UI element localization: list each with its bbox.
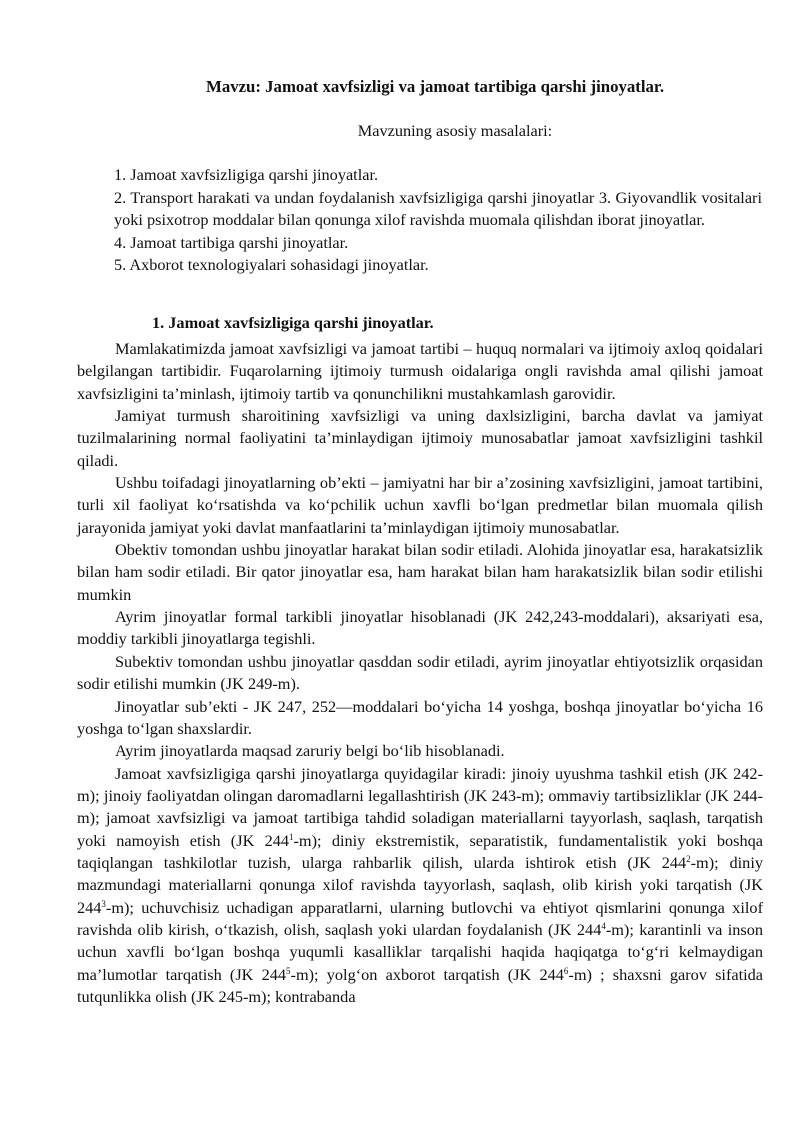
document-title: Mavzu: Jamoat xavfsizligi va jamoat tartibiga qarshi jinoyatlar. [205,77,665,96]
body-paragraph: Jamiyat turmush sharoitining xavfsizligi va uning daxlsizligini, barcha davlat va jamiyat tuzilmalarining normal faoliyatini ta’minlaydigan ijtimoiy munosabatlar jamoat xavfsizligini tashkil qiladi. [77,406,763,470]
text-run: -m); yolg‘on axborot tarqatish (JK 244 [290,964,564,984]
topic-item: 2. Transport harakati va undan foydalanish xavfsizligiga qarshi jinoyatlar 3. Giyovandlik vositalari yoki psixotrop moddalar bilan qonunga xilof ravishda muomala qilishdan iborat jinoyatlar. [114,187,762,229]
text-run: -m); diniy mazmundagi materiallarni qonunga xilof ravishda tayyorlash, saqlash, olib kirish yoki tarqatish (JK 244 [77,852,763,917]
text-run: -m); uchuvchisiz uchadigan apparatlarni, ularning butlovchi va ehtiyot qismlarini qonunga xilof ravishda olib kirish, o‘tkazish, olish, saqlash yoki ulardan foydalanish (JK 244 [77,897,763,939]
text-run: -m) ; shaxsni garov sifatida tutqunlikka olish (JK 245-m); kontrabanda [77,964,764,1006]
superscript: 4 [601,920,606,931]
superscript: 3 [101,898,106,909]
text-run: -m); karantinli va inson uchun xavfli bo‘lgan boshqa yuqumli kasalliklar tarqalishi haqida haqiqatga to‘g‘ri kelmaydigan ma’lumotlar tarqatish (JK 244 [77,919,764,984]
superscript: 5 [286,965,291,976]
section-heading: 1. Jamoat xavfsizligiga qarshi jinoyatlar. [152,313,434,332]
body-paragraph: Mamlakatimizda jamoat xavfsizligi va jamoat tartibi – huquq normalari va ijtimoiy axloq qoidalari belgilangan tartibidir. Fuqarolarning ijtimoiy turmush oidalariga ongli ravishda amal qilishi jamoat xavfsizligini ta’minlash, ijtimoiy tartib va qonunchilikni mustahkamlash garovidir. [77,339,763,403]
document-body [77,338,763,1008]
body-paragraph: Ayrim jinoyatlarda maqsad zaruriy belgi bo‘lib hisoblanadi. [115,741,505,761]
topic-item: 5. Axborot texnologiyalari sohasidagi jinoyatlar. [114,255,429,274]
superscript: 6 [563,965,569,976]
superscript: 2 [686,853,691,864]
body-paragraph: Ushbu toifadagi jinoyatlarning ob’ekti – jamiyatni har bir a’zosining xavfsizligini, jamoat tartibini, turli xil faoliyat ko‘rsatishda va ko‘pchilik uchun xavfli bo‘lgan predmetlar bilan muomala qilish jarayonida jamiyat yoki davlat manfaatlarini ta’minlaydigan ijtimoiy munosabatlar. [77,473,763,537]
topic-item: 1. Jamoat xavfsizligiga qarshi jinoyatlar. [114,165,379,184]
text-run: -m); diniy ekstremistik, separatistik, fundamentalistik yoki boshqa taqiqlangan tashkilotlar tuzish, ularga rahbarlik qilish, ularda ishtirok etish (JK 244 [77,830,763,872]
topic-item: 4. Jamoat tartibiga qarshi jinoyatlar. [114,232,349,252]
superscript: 1 [289,831,294,842]
topics-list [114,164,762,277]
body-paragraph: Ayrim jinoyatlar formal tarkibli jinoyatlar hisoblanadi (JK 242,243-moddalari), aksariyati esa, moddiy tarkibli jinoyatlarga tegishli. [77,607,763,649]
body-paragraph: Obektiv tomondan ushbu jinoyatlar harakat bilan sodir etiladi. Alohida jinoyatlar esa, harakatsizlik bilan ham sodir etiladi. Bir qator jinoyatlar esa, ham harakat bilan ham harakatsizlik bilan sodir etilishi mumkin [77,540,763,604]
text-run: Jamoat xavfsizligiga qarshi jinoyatlarga quyidagilar kiradi: jinoiy uyushma tashkil etish (JK 242-m); jinoiy faoliyatdan olingan daromadlarni legallashtirish (JK 243-m); ommaviy tartibsizliklar (JK 244-m); jamoat xavfsizligi va jamoat tartibiga tahdid soladigan materiallarni tayyorlash, saqlash, tarqatish yoki namoyish etish (JK 244 [77,763,763,850]
body-paragraph: Subektiv tomondan ushbu jinoyatlar qasddan sodir etiladi, ayrim jinoyatlar ehtiyotsizlik orqasidan sodir etilishi mumkin (JK 249-m). [77,651,763,694]
body-paragraph: Jinoyatlar sub’ekti - JK 247, 252—moddalari bo‘yicha 14 yoshga, boshqa jinoyatlar bo‘yicha 16 yoshga to‘lgan shaxslardir. [77,696,763,738]
body-paragraph [77,763,763,1009]
document-subtitle: Mavzuning asosiy masalalari: [357,121,553,140]
